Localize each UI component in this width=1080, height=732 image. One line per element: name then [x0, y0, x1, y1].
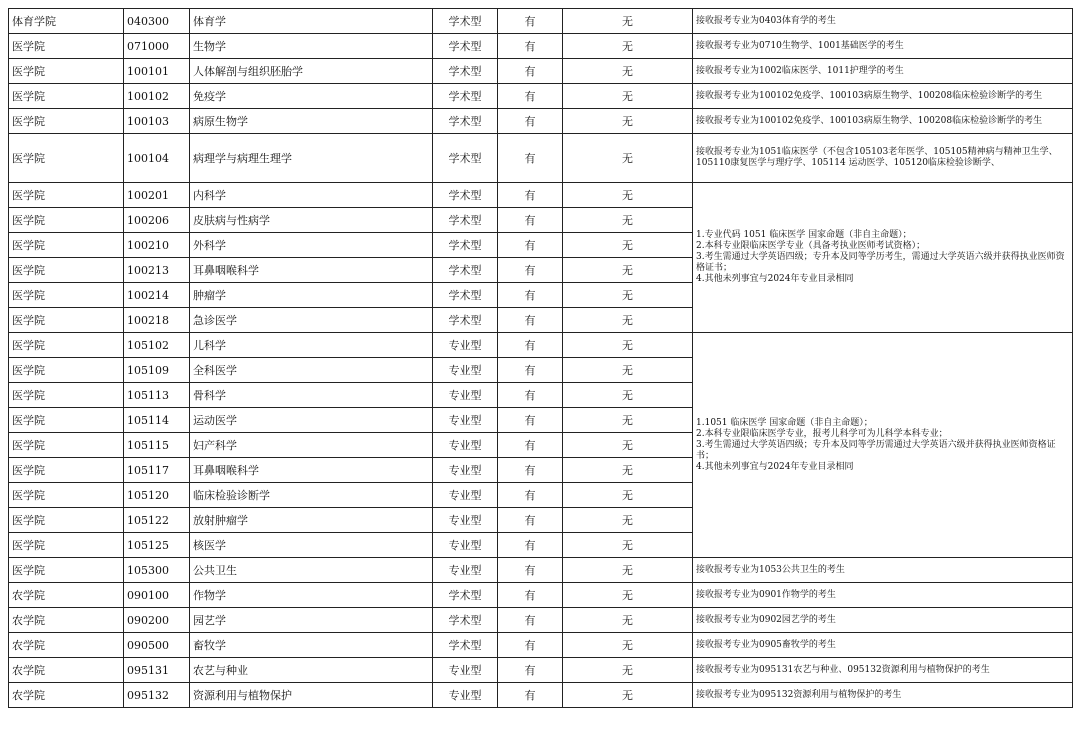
- remark-line: 4.其他未列事宜与2024年专业目录相同: [696, 274, 854, 284]
- dept-cell: 医学院: [9, 109, 124, 134]
- code-cell: 105125: [124, 533, 190, 558]
- col-a-cell: 有: [498, 109, 563, 134]
- col-b-cell: 无: [563, 408, 693, 433]
- dept-cell: 医学院: [9, 308, 124, 333]
- remark-cell: 接收报考专业为0902园艺学的考生: [693, 608, 1073, 633]
- code-cell: 100102: [124, 84, 190, 109]
- col-b-cell: 无: [563, 134, 693, 183]
- dept-cell: 医学院: [9, 383, 124, 408]
- major-cell: 资源利用与植物保护: [190, 683, 433, 708]
- col-b-cell: 无: [563, 383, 693, 408]
- code-cell: 071000: [124, 34, 190, 59]
- code-cell: 100206: [124, 208, 190, 233]
- type-cell: 学术型: [433, 84, 498, 109]
- table-row: [9, 658, 1073, 683]
- code-cell: 095132: [124, 683, 190, 708]
- major-cell: 作物学: [190, 583, 433, 608]
- dept-cell: 农学院: [9, 658, 124, 683]
- major-cell: 体育学: [190, 9, 433, 34]
- remark-cell: 接收报考专业为1051临床医学（不包含105103老年医学、105105精神病与精神卫生学、105110康复医学与理疗学、105114 运动医学、105120临床检验诊断学、: [693, 134, 1073, 183]
- col-b-cell: 无: [563, 508, 693, 533]
- major-cell: 放射肿瘤学: [190, 508, 433, 533]
- table-row: [9, 183, 1073, 208]
- type-cell: 学术型: [433, 258, 498, 283]
- col-a-cell: 有: [498, 533, 563, 558]
- code-cell: 105300: [124, 558, 190, 583]
- remark-line: 2.本科专业限临床医学专业，报考儿科学可为儿科学本科专业；: [696, 428, 948, 439]
- dept-cell: 医学院: [9, 183, 124, 208]
- remark-line: 3.考生需通过大学英语四级；专升本及同等学历需通过大学英语六级并获得执业医师资格证书；: [696, 439, 1056, 461]
- merged-remark-cell: [693, 183, 1073, 333]
- code-cell: 100218: [124, 308, 190, 333]
- col-a-cell: 有: [498, 483, 563, 508]
- col-b-cell: 无: [563, 9, 693, 34]
- dept-cell: 医学院: [9, 258, 124, 283]
- code-cell: 100104: [124, 134, 190, 183]
- col-a-cell: 有: [498, 583, 563, 608]
- col-b-cell: 无: [563, 333, 693, 358]
- type-cell: 专业型: [433, 333, 498, 358]
- code-cell: 105109: [124, 358, 190, 383]
- dept-cell: 农学院: [9, 608, 124, 633]
- remark-line: 1.1051 临床医学 国家命题（非自主命题）；: [696, 417, 873, 428]
- type-cell: 学术型: [433, 183, 498, 208]
- remark-line: 4.其他未列事宜与2024年专业目录相同: [696, 461, 854, 472]
- type-cell: 学术型: [433, 608, 498, 633]
- code-cell: 090200: [124, 608, 190, 633]
- type-cell: 学术型: [433, 233, 498, 258]
- code-cell: 100214: [124, 283, 190, 308]
- table-row: [9, 583, 1073, 608]
- col-b-cell: 无: [563, 583, 693, 608]
- col-a-cell: 有: [498, 333, 563, 358]
- code-cell: 105120: [124, 483, 190, 508]
- type-cell: 专业型: [433, 433, 498, 458]
- col-a-cell: 有: [498, 558, 563, 583]
- code-cell: 105122: [124, 508, 190, 533]
- col-b-cell: 无: [563, 34, 693, 59]
- code-cell: 105113: [124, 383, 190, 408]
- type-cell: 学术型: [433, 283, 498, 308]
- major-cell: 畜牧学: [190, 633, 433, 658]
- remark-cell: 接收报考专业为0901作物学的考生: [693, 583, 1073, 608]
- dept-cell: 医学院: [9, 433, 124, 458]
- dept-cell: 医学院: [9, 458, 124, 483]
- col-a-cell: 有: [498, 308, 563, 333]
- col-b-cell: 无: [563, 658, 693, 683]
- adjustment-table: [8, 8, 1073, 708]
- type-cell: 学术型: [433, 633, 498, 658]
- col-a-cell: 有: [498, 683, 563, 708]
- type-cell: 学术型: [433, 308, 498, 333]
- col-a-cell: 有: [498, 508, 563, 533]
- code-cell: 100101: [124, 59, 190, 84]
- dept-cell: 医学院: [9, 358, 124, 383]
- col-a-cell: 有: [498, 9, 563, 34]
- dept-cell: 医学院: [9, 59, 124, 84]
- major-cell: 免疫学: [190, 84, 433, 109]
- col-b-cell: 无: [563, 208, 693, 233]
- major-cell: 耳鼻咽喉科学: [190, 458, 433, 483]
- col-a-cell: 有: [498, 258, 563, 283]
- dept-cell: 医学院: [9, 333, 124, 358]
- code-cell: 100103: [124, 109, 190, 134]
- code-cell: 105115: [124, 433, 190, 458]
- table-row: [9, 34, 1073, 59]
- dept-cell: 医学院: [9, 84, 124, 109]
- col-a-cell: 有: [498, 183, 563, 208]
- dept-cell: 医学院: [9, 558, 124, 583]
- remark-cell: 接收报考专业为100102免疫学、100103病原生物学、100208临床检验诊断学的考生: [693, 84, 1073, 109]
- table-row: [9, 333, 1073, 358]
- type-cell: 专业型: [433, 483, 498, 508]
- col-a-cell: 有: [498, 658, 563, 683]
- major-cell: 全科医学: [190, 358, 433, 383]
- col-b-cell: 无: [563, 533, 693, 558]
- code-cell: 090500: [124, 633, 190, 658]
- remark-cell: 接收报考专业为0905畜牧学的考生: [693, 633, 1073, 658]
- code-cell: 040300: [124, 9, 190, 34]
- major-cell: 病理学与病理生理学: [190, 134, 433, 183]
- major-cell: 病原生物学: [190, 109, 433, 134]
- table-row: [9, 633, 1073, 658]
- remark-cell: 接收报考专业为1002临床医学、1011护理学的考生: [693, 59, 1073, 84]
- merged-remark-cell: [693, 333, 1073, 558]
- table-row: [9, 608, 1073, 633]
- dept-cell: 医学院: [9, 408, 124, 433]
- type-cell: 学术型: [433, 109, 498, 134]
- col-b-cell: 无: [563, 483, 693, 508]
- type-cell: 学术型: [433, 9, 498, 34]
- col-b-cell: 无: [563, 433, 693, 458]
- col-b-cell: 无: [563, 683, 693, 708]
- col-a-cell: 有: [498, 59, 563, 84]
- dept-cell: 医学院: [9, 134, 124, 183]
- dept-cell: 医学院: [9, 208, 124, 233]
- dept-cell: 医学院: [9, 34, 124, 59]
- major-cell: 运动医学: [190, 408, 433, 433]
- type-cell: 专业型: [433, 558, 498, 583]
- col-b-cell: 无: [563, 283, 693, 308]
- major-cell: 妇产科学: [190, 433, 433, 458]
- major-cell: 皮肤病与性病学: [190, 208, 433, 233]
- table-row: [9, 84, 1073, 109]
- col-a-cell: 有: [498, 408, 563, 433]
- code-cell: 090100: [124, 583, 190, 608]
- col-a-cell: 有: [498, 233, 563, 258]
- table-body: [9, 9, 1073, 708]
- code-cell: 100201: [124, 183, 190, 208]
- type-cell: 专业型: [433, 383, 498, 408]
- col-b-cell: 无: [563, 458, 693, 483]
- code-cell: 095131: [124, 658, 190, 683]
- type-cell: 学术型: [433, 134, 498, 183]
- dept-cell: 医学院: [9, 533, 124, 558]
- col-a-cell: 有: [498, 208, 563, 233]
- col-b-cell: 无: [563, 558, 693, 583]
- code-cell: 105117: [124, 458, 190, 483]
- remark-line: 3.考生需通过大学英语四级；专升本及同等学历考生，需通过大学英语六级并获得执业医师资格证书；: [696, 252, 1065, 273]
- type-cell: 专业型: [433, 408, 498, 433]
- dept-cell: 医学院: [9, 283, 124, 308]
- dept-cell: 体育学院: [9, 9, 124, 34]
- type-cell: 学术型: [433, 208, 498, 233]
- dept-cell: 医学院: [9, 483, 124, 508]
- table-row: [9, 109, 1073, 134]
- remark-cell: 接收报考专业为100102免疫学、100103病原生物学、100208临床检验诊断学的考生: [693, 109, 1073, 134]
- table-row: [9, 134, 1073, 183]
- col-a-cell: 有: [498, 358, 563, 383]
- remark-line: 2.本科专业限临床医学专业（具备考执业医师考试资格）；: [696, 241, 926, 251]
- major-cell: 耳鼻咽喉科学: [190, 258, 433, 283]
- remark-cell: 接收报考专业为095132资源利用与植物保护的考生: [693, 683, 1073, 708]
- major-cell: 园艺学: [190, 608, 433, 633]
- code-cell: 105102: [124, 333, 190, 358]
- col-a-cell: 有: [498, 34, 563, 59]
- col-a-cell: 有: [498, 458, 563, 483]
- major-cell: 骨科学: [190, 383, 433, 408]
- dept-cell: 医学院: [9, 233, 124, 258]
- table-row: [9, 558, 1073, 583]
- major-cell: 儿科学: [190, 333, 433, 358]
- type-cell: 学术型: [433, 583, 498, 608]
- table-row: [9, 9, 1073, 34]
- col-a-cell: 有: [498, 383, 563, 408]
- col-b-cell: 无: [563, 109, 693, 134]
- table-row: [9, 683, 1073, 708]
- col-b-cell: 无: [563, 59, 693, 84]
- major-cell: 核医学: [190, 533, 433, 558]
- major-cell: 内科学: [190, 183, 433, 208]
- col-b-cell: 无: [563, 233, 693, 258]
- col-a-cell: 有: [498, 134, 563, 183]
- remark-cell: 接收报考专业为0710生物学、1001基础医学的考生: [693, 34, 1073, 59]
- col-b-cell: 无: [563, 608, 693, 633]
- type-cell: 专业型: [433, 683, 498, 708]
- col-b-cell: 无: [563, 258, 693, 283]
- type-cell: 学术型: [433, 59, 498, 84]
- col-a-cell: 有: [498, 608, 563, 633]
- type-cell: 专业型: [433, 458, 498, 483]
- col-b-cell: 无: [563, 183, 693, 208]
- major-cell: 急诊医学: [190, 308, 433, 333]
- col-a-cell: 有: [498, 633, 563, 658]
- col-b-cell: 无: [563, 358, 693, 383]
- major-cell: 人体解剖与组织胚胎学: [190, 59, 433, 84]
- dept-cell: 医学院: [9, 508, 124, 533]
- major-cell: 公共卫生: [190, 558, 433, 583]
- dept-cell: 农学院: [9, 633, 124, 658]
- dept-cell: 农学院: [9, 583, 124, 608]
- type-cell: 专业型: [433, 358, 498, 383]
- code-cell: 100210: [124, 233, 190, 258]
- dept-cell: 农学院: [9, 683, 124, 708]
- type-cell: 学术型: [433, 34, 498, 59]
- col-a-cell: 有: [498, 433, 563, 458]
- table-row: [9, 59, 1073, 84]
- remark-line: 1.专业代码 1051 临床医学 国家命题（非自主命题）；: [696, 230, 912, 240]
- major-cell: 肿瘤学: [190, 283, 433, 308]
- code-cell: 100213: [124, 258, 190, 283]
- col-b-cell: 无: [563, 633, 693, 658]
- type-cell: 专业型: [433, 658, 498, 683]
- major-cell: 临床检验诊断学: [190, 483, 433, 508]
- remark-cell: 接收报考专业为095131农艺与种业、095132资源利用与植物保护的考生: [693, 658, 1073, 683]
- col-a-cell: 有: [498, 283, 563, 308]
- col-a-cell: 有: [498, 84, 563, 109]
- code-cell: 105114: [124, 408, 190, 433]
- major-cell: 农艺与种业: [190, 658, 433, 683]
- major-cell: 外科学: [190, 233, 433, 258]
- type-cell: 专业型: [433, 533, 498, 558]
- col-b-cell: 无: [563, 308, 693, 333]
- remark-cell: 接收报考专业为0403体育学的考生: [693, 9, 1073, 34]
- major-cell: 生物学: [190, 34, 433, 59]
- remark-cell: 接收报考专业为1053公共卫生的考生: [693, 558, 1073, 583]
- col-b-cell: 无: [563, 84, 693, 109]
- type-cell: 专业型: [433, 508, 498, 533]
